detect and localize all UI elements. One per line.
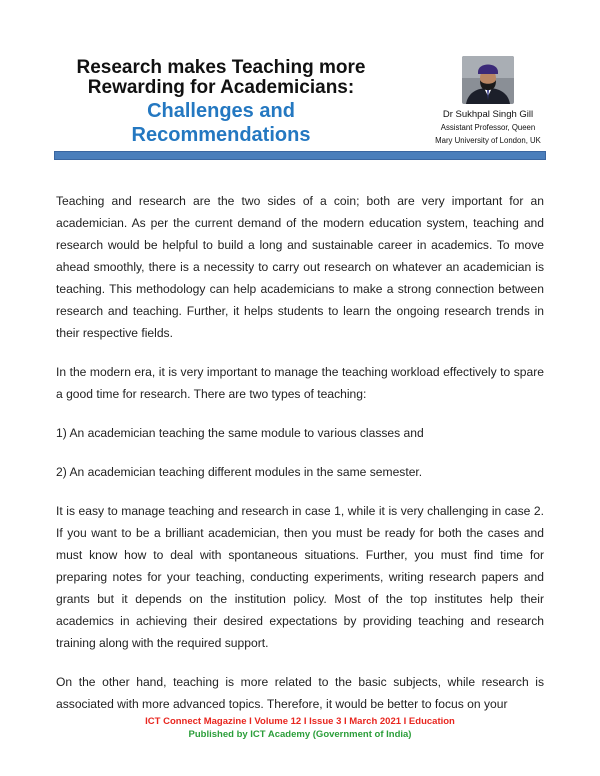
body-paragraph-4: On the other hand, teaching is more related to the basic subjects, while research is associated with more advanced topics. Therefore, it would be better to focus on your	[56, 675, 544, 711]
article-title-block	[56, 58, 386, 147]
author-role-line-1: Assistant Professor, Queen	[440, 123, 536, 132]
body-paragraph-3: It is easy to manage teaching and research in case 1, while it is very challenging in case 2. If you want to be a brilliant academician, then you must be ready for both the cases and must know how to deal with spontaneous situations. Further, you must find time for preparing notes for your teaching, conducting experiments, writing research papers and grants but it depends on the institution policy. Most of the top institutes help their academics in achieving their desired expectations by providing teaching and research training along with the required support.	[56, 504, 544, 650]
header-divider-bar	[54, 151, 546, 160]
author-role-line-2: Mary University of London, UK	[435, 136, 541, 145]
body-paragraph-1: Teaching and research are the two sides of a coin; both are very important for an academician. As per the current demand of the modern education system, teaching and research would be helpful to build a long and sustainable career in academics. To move ahead smoothly, there is a necessity to carry out research on whatever an academician is teaching. This methodology can help academicians to make a strong connection between research and teaching. Further, it helps students to learn the ongoing research trends in their respective fields.	[56, 194, 544, 340]
page-footer	[0, 715, 600, 741]
article-subtitle: Challenges and Recommendations	[131, 100, 311, 146]
article-title-line-1: Research makes Teaching more	[76, 57, 366, 78]
author-name: Dr Sukhpal Singh Gill	[442, 109, 534, 120]
footer-publisher-line: Published by ICT Academy (Government of India)	[188, 729, 412, 740]
body-list-item-2: 2) An academician teaching different modules in the same semester.	[56, 465, 423, 479]
body-paragraph-2: In the modern era, it is very important to manage the teaching workload effectively to spare a good time for research. There are two types of teaching:	[56, 365, 544, 401]
footer-issue-line: ICT Connect Magazine I Volume 12 I Issue 3 I March 2021 I Education	[145, 716, 455, 727]
author-block	[420, 56, 556, 147]
article-body	[56, 190, 544, 732]
article-title-line-2: Rewarding for Academicians:	[87, 77, 355, 98]
author-photo	[462, 56, 514, 104]
body-list-item-1: 1) An academician teaching the same module to various classes and	[56, 426, 424, 440]
